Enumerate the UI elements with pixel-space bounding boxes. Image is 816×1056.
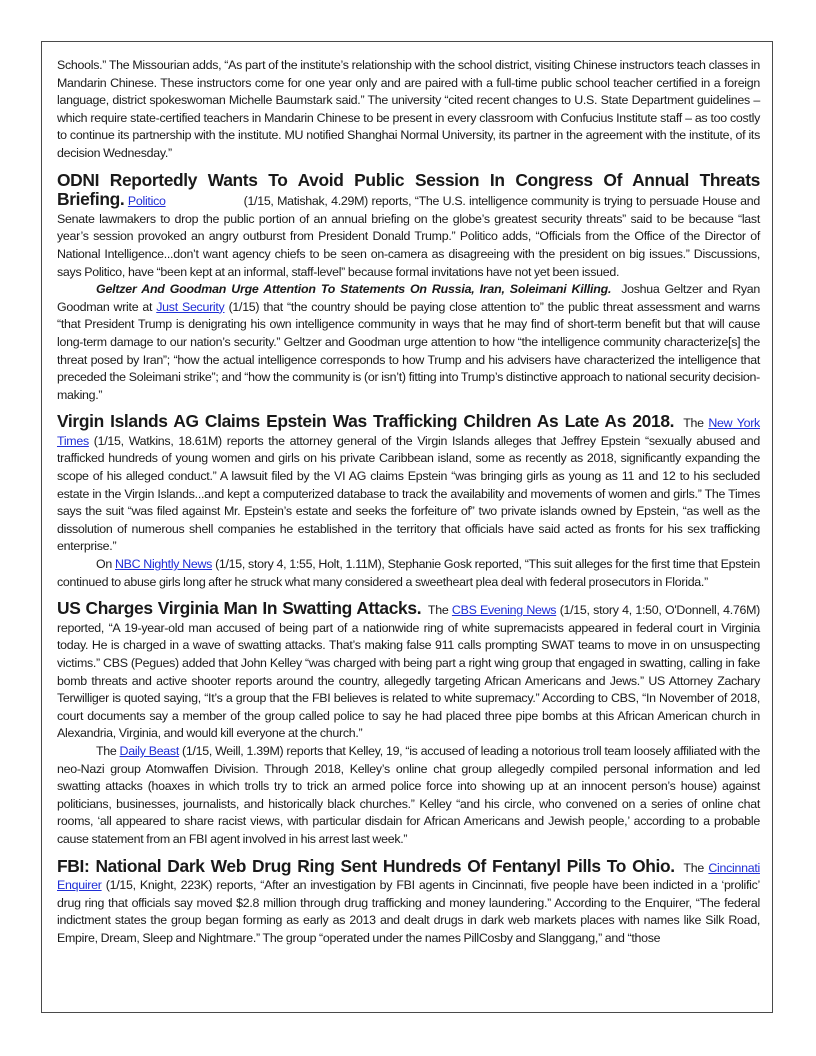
story-epstein bbox=[57, 413, 760, 591]
story-headline: Virgin Islands AG Claims Epstein Was Trafficking Children As Late As 2018. bbox=[57, 411, 675, 432]
story-paragraph bbox=[57, 169, 760, 282]
source-link-daily-beast[interactable]: Daily Beast bbox=[119, 743, 180, 758]
story-lead: On bbox=[96, 557, 112, 572]
story-body: (1/15, Knight, 223K) reports, “After an investigation by FBI agents in Cincinnati, five people have been indicted in a ‘prolific’ drug ring that officials say moved $2.8 million through drug trafficking and money laundering.” According to the Enquirer, “The federal indictment states the group began forming as early as 2013 and dealt drugs in dark web markets places with names like Silk Road, Empire, Dream, Sleep and Nightmare.” The group “operated under the names PillCosby and Slanggang,” and “those bbox=[57, 878, 760, 945]
story-swatting bbox=[57, 600, 760, 848]
story-paragraph bbox=[57, 600, 760, 743]
story-body: (1/15, story 4, 1:55, Holt, 1.11M), Stephanie Gosk reported, “This suit alleges for the first time that Epstein continued to abuse girls long after he struck what many considered a sweetheart plea deal with federal prosecutors in Florida.” bbox=[57, 557, 760, 589]
story-body: (1/15) that “the country should be paying close attention to” the public threat assessment and warns “that President Trump is denigrating his own intelligence community in ways that he may find of short-term benefit but that will cause long-term damage to our nation’s security.” Geltzer and Goodman urge attention to how “the intelligence community characterize[s] the threat posed by Iran”; “how the actual intelligence corresponds to how Trump and his advisers have characterized the intelligence that preceded the Soleimani strike”; and “how the community is (or isn’t) fitting into Trump’s distinctive approach to national security decision-making.” bbox=[57, 299, 760, 402]
story-lead: Joshua Geltzer and Ryan Goodman write at bbox=[57, 282, 760, 314]
story-headline: ODNI Reportedly Wants To Avoid Public Session In Congress Of Annual Threats Briefing. bbox=[57, 169, 760, 210]
source-link-just-security[interactable]: Just Security bbox=[156, 299, 225, 314]
source-link-cincinnati-enquirer[interactable]: Cincinnati Enquirer bbox=[57, 860, 760, 893]
story-lead: The bbox=[683, 860, 704, 875]
story-odni bbox=[57, 169, 760, 405]
source-link-politico[interactable]: Politico bbox=[127, 194, 166, 209]
story-paragraph bbox=[57, 743, 760, 849]
story-lead: The bbox=[96, 743, 117, 758]
intro-paragraph: Schools.” The Missourian adds, “As part of the institute’s relationship with the school district, visiting Chinese instructors teach classes in Mandarin Chinese. These instructors come for one year only and are paired with a full-time public school teacher certified in a foreign language, district spokeswoman Michelle Baumstark said.” The university “cited recent changes to U.S. State Department guidelines – which require state-certified teachers in Mandarin Chinese to be present in every classroom with Confucius Institute staff – as too costly to continue its partnership with the institute. MU notified Shanghai Normal University, its partner in the agreement with the institute, of its decision Wednesday.” bbox=[57, 58, 760, 160]
document-body bbox=[57, 57, 760, 948]
source-link-new-york-times[interactable]: New York Times bbox=[57, 416, 760, 448]
story-paragraph bbox=[57, 413, 760, 556]
story-lead: The bbox=[427, 603, 449, 618]
story-body: (1/15, Weill, 1.39M) reports that Kelley, 19, “is accused of leading a notorious troll team loosely affiliated with the neo-Nazi group Atomwaffen Division. Through 2018, Kelley’s online chat group allegedly compiled personal information and led swatting attacks (hoaxes in which trolls try to trick an armed police force into showing up at an innocent person’s house) against politicians, businesses, journalists, and historically black churches.” Kelley “and his circle, who convened on a series of online chat rooms, ‘all appeared to share racist views, with particular disdain for African Americans and Jewish people,’ according to a probable cause statement from an FBI agent involved in his arrest last week.” bbox=[57, 743, 760, 846]
story-paragraph bbox=[57, 556, 760, 591]
story-subheadline: Geltzer And Goodman Urge Attention To Statements On Russia, Iran, Soleimani Killing. bbox=[96, 282, 612, 297]
source-link-nbc-nightly-news[interactable]: NBC Nightly News bbox=[114, 557, 213, 572]
story-headline: US Charges Virginia Man In Swatting Attacks. bbox=[57, 598, 422, 619]
story-paragraph bbox=[57, 281, 760, 404]
story-dark-web-drug-ring bbox=[57, 855, 760, 948]
source-link-cbs-evening-news[interactable]: CBS Evening News bbox=[451, 603, 557, 618]
story-headline: FBI: National Dark Web Drug Ring Sent Hundreds Of Fentanyl Pills To Ohio. bbox=[57, 855, 675, 876]
story-paragraph bbox=[57, 855, 760, 948]
story-body: (1/15, Matishak, 4.29M) reports, “The U.S. intelligence community is trying to persuade House and Senate lawmakers to drop the public portion of an annual briefing on the globe’s greatest security threats” said to be because “last year’s session provoked an angry outburst from President Donald Trump.” Politico adds, “Officials from the Office of the Director of National Intelligence...don’t want agency chiefs to be seen on-camera as disagreeing with the president on big issues.” Discussions, says Politico, have “been kept at an informal, staff-level” because formal invitations have not yet been issued. bbox=[57, 194, 760, 279]
story-lead: The bbox=[683, 416, 704, 431]
story-body: (1/15, story 4, 1:50, O'Donnell, 4.76M) reported, “A 19-year-old man accused of being part of a nationwide ring of white supremacists appeared in federal court in Virginia today. He is charged in a wave of swatting attacks. That’s making false 911 calls prompting SWAT teams to move in on unsuspecting victims.” CBS (Pegues) added that John Kelley “was charged with being part a right wing group that engaged in swatting, calling in fake bomb threats and active shooter reports around the country, allegedly targeting African Americans and Jews.” US Attorney Zachary Terwilliger is quoted saying, “It’s a group that the FBI believes is related to white supremacy.” According to CBS, “In November of 2018, court documents say a member of the group called police to say he had placed three pipe bombs at this African American church in Alexandria, Virginia, and would kill everyone at the church.” bbox=[57, 603, 760, 741]
story-body: (1/15, Watkins, 18.61M) reports the attorney general of the Virgin Islands alleges that Jeffrey Epstein “sexually abused and trafficked hundreds of young women and girls on his private Caribbean island, some as recently as 2018, significantly expanding the scope of his alleged conduct.” A lawsuit filed by the VI AG claims Epstein “was bringing girls as young as 11 and 12 to his secluded estate in the Virgin Islands...and kept a computerized database to track the availability and movements of women and girls.” The Times says the suit “was filed against Mr. Epstein’s estate and seeks the forfeiture of” two private islands owned by Epstein, “as well as the dissolution of numerous shell companies he established in the territory that officials have said acted as fronts for his sex trafficking enterprise.” bbox=[57, 433, 760, 554]
